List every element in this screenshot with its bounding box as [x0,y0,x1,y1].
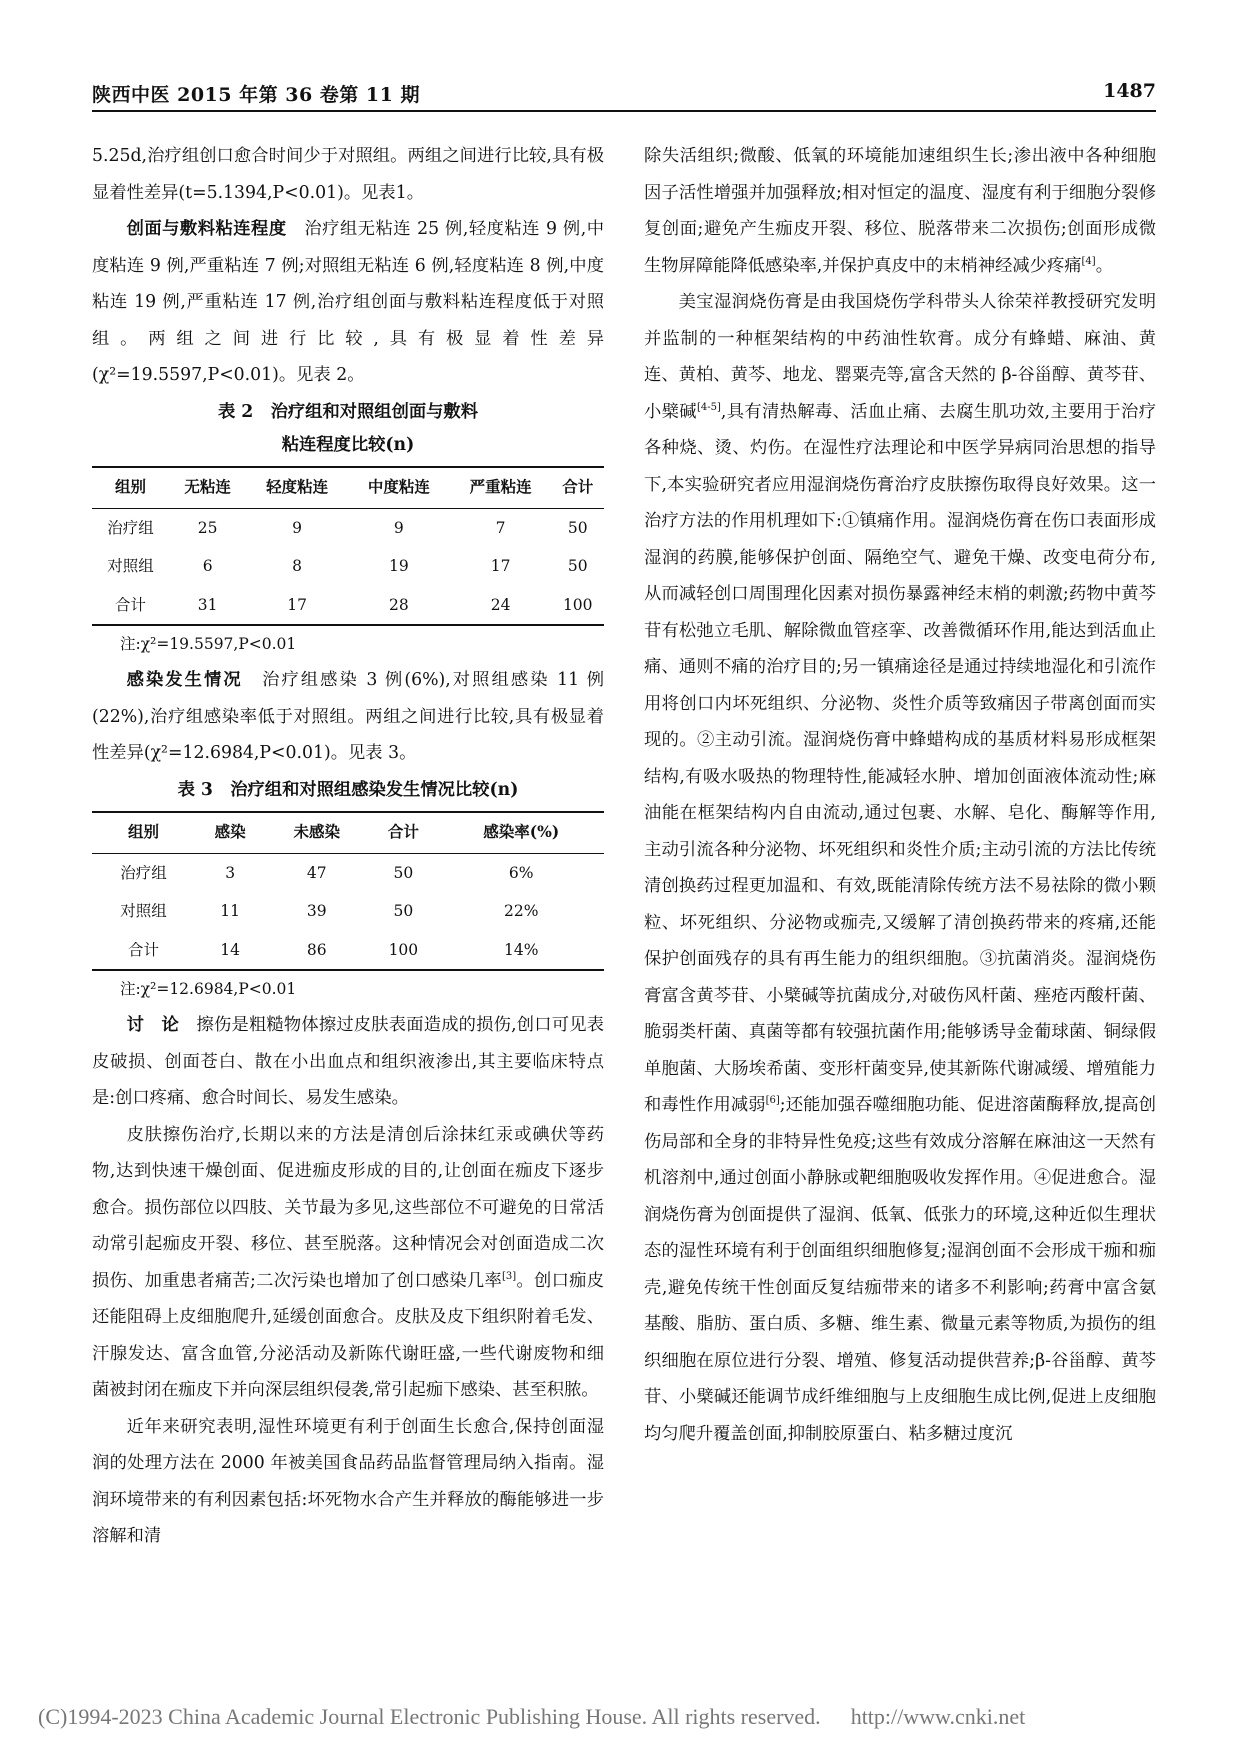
section-lead: 讨 论 [126,1015,180,1035]
paragraph: 近年来研究表明,湿性环境更有利于创面生长愈合,保持创面湿润的处理方法在 2000 年被美国食品药品监督管理局纳入指南。湿润环境带来的有利因素包括:坏死物水合产生并释放的酶能够进一步溶解和清 [92,1416,604,1546]
running-header [92,78,1156,118]
paragraph: 创面与敷料粘连程度 治疗组无粘连 25 例,轻度粘连 9 例,中度粘连 9 例,严重粘连 7 例;对照组无粘连 6 例,轻度粘连 8 例,中度粘连 19 例,严重粘连 17 例,治疗组创面与敷料粘连程度低于对照组。两组之间进行比较,具有极显着性差异(χ²=19.5597,P<0.01)。见表 2。 [92,219,604,385]
table-2 [92,466,604,627]
table-caption: 表 2 治疗组和对照组创面与敷料 粘连程度比较(n) [218,401,478,455]
table-header: 感染 [195,812,265,854]
table-header: 感染率(%) [438,812,604,854]
paragraph: 讨 论 擦伤是粗糙物体擦过皮肤表面造成的损伤,创口可见表皮破损、创面苍白、散在小出血点和组织液渗出,其主要临床特点是:创口疼痛、愈合时间长、易发生感染。 [92,1015,604,1108]
table-row: 对照组 6 8 19 17 50 [107,557,588,575]
table-header: 轻度粘连 [246,467,348,509]
table-note: 注:χ²=19.5597,P<0.01 [120,635,297,653]
page-number: 1487 [1103,80,1156,102]
citation: [3] [502,1270,517,1282]
table-header: 中度粘连 [348,467,450,509]
table-row: 治疗组 25 9 9 7 50 [107,518,588,537]
paragraph: 5.25d,治疗组创口愈合时间少于对照组。两组之间进行比较,具有极显着性差异(t=5.1394,P<0.01)。见表1。 [92,146,604,203]
copyright-footer [38,1704,1202,1730]
table-3 [92,811,604,972]
table-header: 严重粘连 [450,467,552,509]
table-header: 组别 [92,467,169,509]
table-note: 注:χ²=12.6984,P<0.01 [120,980,297,998]
table-row: 治疗组 3 47 50 6% [120,863,534,882]
paragraph: 除失活组织;微酸、低氧的环境能加速组织生长;渗出液中各种细胞因子活性增强并加强释放;相对恒定的温度、湿度有利于细胞分裂修复创面;避免产生痂皮开裂、移位、脱落带来二次损伤;创面形成微生物屏障能降低感染率,并保护真皮中的末梢神经减少疼痛[4]。 [644,146,1156,276]
table-caption: 表 3 治疗组和对照组感染发生情况比较(n) [177,779,519,800]
site-url: http://www.cnki.net [850,1704,1026,1729]
table-row: 对照组 11 39 50 22% [120,902,539,920]
section-lead: 创面与敷料粘连程度 [126,219,287,239]
table-header: 合计 [368,812,438,854]
table-header: 组别 [92,812,195,854]
table-header: 未感染 [265,812,368,854]
citation: [4] [1081,255,1096,267]
table-header: 无粘连 [169,467,246,509]
paragraph: 皮肤擦伤治疗,长期以来的方法是清创后涂抹红汞或碘伏等药物,达到快速干燥创面、促进痂皮形成的目的,让创面在痂皮下逐步愈合。损伤部位以四肢、关节最为多见,这些部位不可避免的日常活动常引起痂皮开裂、移位、甚至脱落。这种情况会对创面造成二次损伤、加重患者痛苦;二次污染也增加了创口感染几率[3]。创口痂皮还能阻碍上皮细胞爬升,延缓创面愈合。皮肤及皮下组织附着毛发、汗腺发达、富含血管,分泌活动及新陈代谢旺盛,一些代谢废物和细菌被封闭在痂皮下并向深层组织侵袭,常引起痂下感染、甚至积脓。 [92,1124,604,1400]
paragraph: 美宝湿润烧伤膏是由我国烧伤学科带头人徐荣祥教授研究发明并监制的一种框架结构的中药油性软膏。成分有蜂蜡、麻油、黄连、黄柏、黄芩、地龙、罂粟壳等,富含天然的 β-谷甾醇、黄芩苷、小檗碱[4-5],具有清热解毒、活血止痛、去腐生肌功效,主要用于治疗各种烧、烫、灼伤。在湿性疗法理论和中医学异病同治思想的指导下,本实验研究者应用湿润烧伤膏治疗皮肤擦伤取得良好效果。这一治疗方法的作用机理如下:①镇痛作用。湿润烧伤膏在伤口表面形成湿润的药膜,能够保护创面、隔绝空气、避免干燥、改变电荷分布,从而减轻创口周围理化因素对损伤暴露神经末梢的刺激;药物中黄芩苷有松弛立毛肌、解除微血管痉挛、改善微循环作用,能达到活血止痛、通则不痛的治疗目的;另一镇痛途径是通过持续地湿化和引流作用将创口内坏死组织、分泌物、炎性介质等致痛因子带离创面而实现的。②主动引流。湿润烧伤膏中蜂蜡构成的基质材料易形成框架结构,有吸水吸热的物理特性,能减轻水肿、增加创面液体流动性;麻油能在框架结构内自由流动,通过包裹、水解、皂化、酶解等作用,主动引流各种分泌物、坏死组织和炎性介质;主动引流的方法比传统清创换药过程更加温和、有效,既能清除传统方法不易祛除的微小颗粒、坏死组织、分泌物或痂壳,又缓解了清创换药带来的疼痛,还能保护创面残存的具有再生能力的组织细胞。③抗菌消炎。湿润烧伤膏富含黄芩苷、小檗碱等抗菌成分,对破伤风杆菌、痤疮丙酸杆菌、脆弱类杆菌、真菌等都有较强抗菌作用;能够诱导金葡球菌、铜绿假单胞菌、大肠埃希菌、变形杆菌变异,使其新陈代谢减缓、增殖能力和毒性作用减弱[6];还能加强吞噬细胞功能、促进溶菌酶释放,提高创伤局部和全身的非特异性免疫;这些有效成分溶解在麻油这一天然有机溶剂中,通过创面小静脉或靶细胞吸收发挥作用。④促进愈合。湿润烧伤膏为创面提供了湿润、低氧、低张力的环境,这种近似生理状态的湿性环境有利于创面组织细胞修复;湿润创面不会形成干痂和痂壳,避免传统干性创面反复结痂带来的诸多不利影响;药膏中富含氨基酸、脂肪、蛋白质、多糖、维生素、微量元素等物质,为损伤的组织细胞在原位进行分裂、增殖、修复活动提供营养;β-谷甾醇、黄芩苷、小檗碱还能调节成纤维细胞与上皮细胞生成比例,促进上皮细胞均匀爬升覆盖创面,抑制胶原蛋白、粘多糖过度沉 [644,292,1156,1444]
citation: [6] [765,1095,780,1106]
section-lead: 感染发生情况 [126,670,243,690]
right-column [644,138,1156,1452]
citation: [4-5] [696,401,721,413]
left-column [92,138,604,1555]
copyright-text: (C)1994-2023 China Academic Journal Electronic Publishing House. All rights reserved. [38,1704,821,1729]
journal-info: 陕西中医 2015 年第 36 卷第 11 期 [92,84,420,106]
paragraph: 感染发生情况 治疗组感染 3 例(6%),对照组感染 11 例(22%),治疗组感染率低于对照组。两组之间进行比较,具有极显着性差异(χ²=12.6984,P<0.01)。见表 3。 [92,670,604,763]
table-header: 合计 [551,467,604,509]
table-row: 合计 31 17 28 24 100 [92,586,604,626]
table-row: 合计 14 86 100 14% [92,931,604,971]
header-rule [92,110,1156,112]
